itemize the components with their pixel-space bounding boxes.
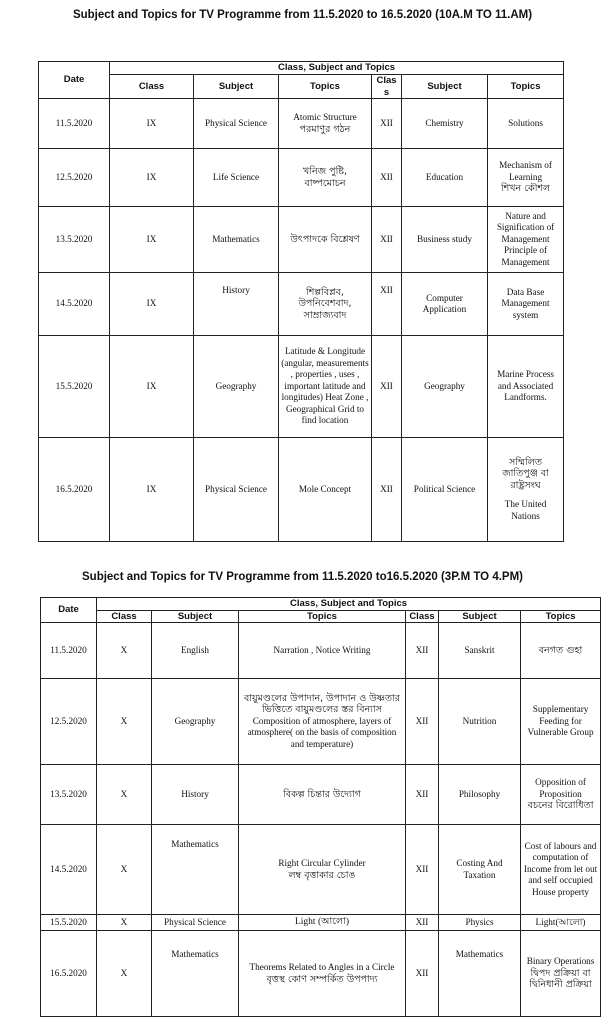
class-cell: X — [97, 765, 152, 825]
class-cell: X — [97, 825, 152, 915]
header-date: Date — [41, 598, 97, 623]
topic-cell — [239, 931, 406, 1017]
topic-cell: Light (আলো) — [239, 915, 406, 931]
subject-cell: Sanskrit — [439, 623, 521, 679]
class-cell: XII — [406, 825, 439, 915]
table-row — [41, 915, 601, 931]
date-cell: 16.5.2020 — [39, 438, 110, 542]
table-row — [41, 765, 601, 825]
header-topics: Topics — [488, 75, 564, 99]
topic-text-bengali: দ্বিপদ প্রক্রিয়া বা দ্বিনিধানী প্রক্রিয়া — [529, 967, 592, 991]
subject-cell: Costing And Taxation — [439, 825, 521, 915]
topic-cell — [279, 149, 372, 207]
topic-cell — [488, 438, 564, 542]
date-cell: 15.5.2020 — [41, 915, 97, 931]
date-cell: 14.5.2020 — [41, 825, 97, 915]
topic-cell: Supplementary Feeding for Vulnerable Group — [521, 679, 601, 765]
topic-text-bengali: বাষ্পমোচন — [304, 177, 346, 189]
class-cell: X — [97, 623, 152, 679]
topic-cell: Cost of labours and computation of Income from let out and self occupied House property — [521, 825, 601, 915]
topic-cell: Data Base Management system — [488, 273, 564, 336]
subject-cell: Political Science — [402, 438, 488, 542]
header-group: Class, Subject and Topics — [97, 598, 601, 611]
table-row — [39, 99, 564, 149]
topic-text: The United Nations — [504, 499, 547, 521]
class-cell: XII — [372, 336, 402, 438]
class-cell: XII — [406, 931, 439, 1017]
topic-text: Right Circular Cylinder — [278, 858, 366, 868]
date-cell: 12.5.2020 — [39, 149, 110, 207]
class-cell: IX — [110, 336, 194, 438]
topic-cell — [239, 825, 406, 915]
subject-cell: Physical Science — [152, 915, 239, 931]
subject-cell: Business study — [402, 207, 488, 273]
topic-text: Mechanism of Learning — [499, 160, 552, 182]
topic-text: Opposition of Proposition — [535, 777, 586, 799]
topic-cell: Light(আলো) — [521, 915, 601, 931]
topic-text-bengali: বচনের বিরোধিতা — [527, 800, 594, 812]
header-topics: Topics — [239, 610, 406, 623]
table-row — [39, 207, 564, 273]
class-cell: IX — [110, 207, 194, 273]
subject-cell: Life Science — [194, 149, 279, 207]
topic-cell: Solutions — [488, 99, 564, 149]
class-cell: XII — [372, 438, 402, 542]
header-subject: Subject — [194, 75, 279, 99]
table-row — [41, 623, 601, 679]
subject-cell: Physical Science — [194, 99, 279, 149]
class-cell: XII — [406, 765, 439, 825]
topic-cell: Narration , Notice Writing — [239, 623, 406, 679]
subject-cell: Nutrition — [439, 679, 521, 765]
topic-cell: উৎপাদকে বিশ্লেষণ — [279, 207, 372, 273]
topic-text-bengali: বৃত্তস্থ কোণ সম্পর্কিত উপপাদ্য — [266, 973, 378, 985]
subject-cell: Physics — [439, 915, 521, 931]
topic-text-bengali: লম্ব বৃত্তাকার চোঙ — [288, 869, 356, 881]
header-class: Class — [97, 610, 152, 623]
header-subject: Subject — [402, 75, 488, 99]
header-topics: Topics — [279, 75, 372, 99]
topic-text-bengali: বায়ুমণ্ডলের উপাদান, উপাদান ও উষ্ণতার ভিত্তিতে বায়ুমণ্ডলের স্তর বিন্যাস — [244, 692, 400, 716]
topic-cell: Latitude & Longitude (angular, measurements , properties , uses , important latitude and longitudes) Heat Zone , Geographical Grid to find location — [279, 336, 372, 438]
class-cell: XII — [372, 99, 402, 149]
class-cell: IX — [110, 273, 194, 336]
topic-cell — [279, 99, 372, 149]
class-cell: X — [97, 915, 152, 931]
topic-text-bengali: সাম্রাজ্যবাদ — [303, 309, 347, 321]
header-class: Class — [406, 610, 439, 623]
topic-cell: Nature and Signification of Management Principle of Management — [488, 207, 564, 273]
date-cell: 11.5.2020 — [41, 623, 97, 679]
table1-title: Subject and Topics for TV Programme from 11.5.2020 to 16.5.2020 (10A.M TO 11.AM) — [72, 9, 533, 21]
class-cell: XII — [372, 149, 402, 207]
subject-cell: Education — [402, 149, 488, 207]
class-cell: XII — [406, 679, 439, 765]
topic-text: Composition of atmosphere, layers of atmosphere( on the basis of composition and temperature) — [247, 715, 397, 749]
topic-cell — [521, 931, 601, 1017]
header-topics: Topics — [521, 610, 601, 623]
class-cell: XII — [372, 207, 402, 273]
table-row — [41, 679, 601, 765]
date-cell: 11.5.2020 — [39, 99, 110, 149]
class-cell: X — [97, 931, 152, 1017]
topic-cell — [239, 679, 406, 765]
table-row — [41, 931, 601, 1017]
subject-cell: Computer Application — [402, 273, 488, 336]
table-row — [41, 825, 601, 915]
topic-cell — [488, 149, 564, 207]
subject-cell: Mathematics — [152, 931, 239, 1017]
topic-cell: বিকল্প চিন্তার উদ্যোগ — [239, 765, 406, 825]
class-cell: XII — [406, 623, 439, 679]
subject-cell: Mathematics — [152, 825, 239, 915]
topic-text-bengali: উপনিবেশবাদ, — [298, 298, 352, 310]
topic-text-bengali: পরমাণুর গঠন — [299, 123, 351, 135]
date-cell: 14.5.2020 — [39, 273, 110, 336]
topic-cell — [521, 765, 601, 825]
class-cell: X — [97, 679, 152, 765]
subject-cell: Mathematics — [194, 207, 279, 273]
subject-cell: English — [152, 623, 239, 679]
subject-cell: Philosophy — [439, 765, 521, 825]
date-cell: 12.5.2020 — [41, 679, 97, 765]
header-subject: Subject — [152, 610, 239, 623]
subject-cell: History — [194, 273, 279, 336]
table2-title: Subject and Topics for TV Programme from 11.5.2020 to16.5.2020 (3P.M TO 4.PM) — [82, 571, 523, 583]
topic-cell — [279, 273, 372, 336]
topic-text-bengali: সম্মিলিত জাতিপুঞ্জ বা রাষ্ট্রসংঘ — [502, 456, 549, 491]
date-cell: 13.5.2020 — [41, 765, 97, 825]
header-date: Date — [39, 62, 110, 99]
table-row — [39, 336, 564, 438]
subject-cell: Geography — [152, 679, 239, 765]
class-cell: IX — [110, 99, 194, 149]
subject-cell: Chemistry — [402, 99, 488, 149]
subject-cell: History — [152, 765, 239, 825]
date-cell: 13.5.2020 — [39, 207, 110, 273]
class-cell: XII — [406, 915, 439, 931]
class-cell: IX — [110, 149, 194, 207]
subject-cell: Physical Science — [194, 438, 279, 542]
table-row — [39, 149, 564, 207]
topic-text: Binary Operations — [526, 956, 595, 967]
date-cell: 16.5.2020 — [41, 931, 97, 1017]
header-class: Class — [372, 75, 402, 99]
header-group: Class, Subject and Topics — [110, 62, 564, 75]
topic-cell: Mole Concept — [279, 438, 372, 542]
topic-cell: বনগত গুহা — [521, 623, 601, 679]
class-cell: IX — [110, 438, 194, 542]
schedule-table-afternoon — [40, 597, 601, 1017]
topic-cell: Marine Process and Associated Landforms. — [488, 336, 564, 438]
date-cell: 15.5.2020 — [39, 336, 110, 438]
header-subject: Subject — [439, 610, 521, 623]
subject-cell: Geography — [402, 336, 488, 438]
topic-text-bengali: শিখন কৌশল — [500, 183, 551, 195]
class-cell: XII — [372, 273, 402, 336]
subject-cell: Geography — [194, 336, 279, 438]
topic-text: Atomic Structure — [293, 112, 357, 122]
schedule-table-morning — [38, 61, 564, 542]
table-row — [39, 438, 564, 542]
subject-cell: Mathematics — [439, 931, 521, 1017]
table-row — [39, 273, 564, 336]
topic-text-bengali: খনিজ পুষ্টি, — [302, 166, 348, 177]
topic-text: Theorems Related to Angles in a Circle — [249, 962, 395, 972]
topic-text-bengali: শিল্পবিপ্লব, — [306, 286, 344, 298]
header-class: Class — [110, 75, 194, 99]
